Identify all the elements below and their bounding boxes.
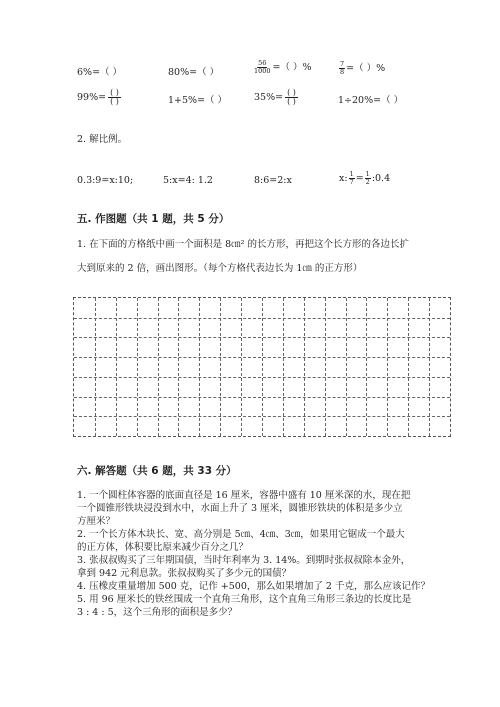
answer-line-4: 2. 一个长方体木块长、宽、高分别是 5㎝、4㎝、3㎝，如果用它锯成一个最大 — [77, 529, 405, 540]
frac-num: 1 — [365, 170, 370, 178]
answer-line-1: 1. 一个圆柱体容器的底面直径是 16 厘米，容器中盛有 10 厘米深的水，现在把 — [77, 490, 411, 501]
calc-r2c1 — [77, 89, 121, 106]
grid-hline — [74, 337, 450, 338]
answer-line-8: 4. 压橡皮重量增加 500 克，记作 +500，那么如果增加了 2 千克，那么应该记作？ — [77, 581, 430, 592]
section-5-title: 五. 作图题（共 1 题，共 5 分） — [77, 213, 230, 225]
answer-line-7: 拿到 942 元利息款。张叔叔购买了多少元的国债？ — [77, 568, 292, 579]
answer-line-6: 3. 张叔叔购买了三年期国债，当时年利率为 3. 14%。到期时张叔叔除本金外， — [77, 555, 411, 566]
calc-r1c3-rest: =（ ）% — [272, 62, 312, 73]
proportion-3: 8:6=2:x — [254, 175, 292, 186]
paren-den: ( ) — [287, 97, 296, 106]
answer-line-9: 5. 用 96 厘米长的铁丝围成一个直角三角形，这个直角三角形三条边的长度比是 — [77, 594, 412, 605]
proportion-2: 5:x=4: 1.2 — [163, 175, 213, 186]
frac-num: 1 — [349, 170, 354, 178]
frac-den: 2 — [365, 178, 370, 186]
proportion-1: 0.3:9=x:10; — [77, 175, 134, 186]
q2-title: 2. 解比例。 — [77, 134, 128, 145]
answer-line-5: 的正方体，体积要比原来减少百分之几？ — [77, 542, 249, 553]
paren-den: ( ) — [110, 97, 119, 106]
calc-r2c4: 1÷20%=（ ） — [338, 95, 404, 106]
grid-paper — [73, 297, 451, 437]
drawing-problem-line1: 1. 在下面的方格纸中画一个面积是 8㎝² 的长方形，再把这个长方形的各边长扩 — [77, 239, 409, 250]
prop4-eq: = — [355, 173, 364, 184]
grid-hline — [74, 318, 450, 319]
calc-r1c4-rest: =（ ）% — [346, 63, 386, 74]
grid-hline — [74, 416, 450, 417]
frac-den: 7 — [349, 178, 354, 186]
calc-r1c4 — [338, 60, 385, 76]
calc-r2c3 — [254, 89, 298, 106]
answer-line-2: 一个圆锥形铁块浸没到水中，水面上升了 3 厘米，圆锥形铁块的体积是多少立 — [77, 503, 403, 514]
grid-hline — [74, 377, 450, 378]
drawing-problem-line2: 大到原来的 2 倍，画出图形。（每个方格代表边长为 1㎝ 的正方形） — [77, 263, 363, 274]
calc-r1c2: 80%=（ ） — [168, 67, 220, 78]
calc-r2c1-label: 99%= — [77, 92, 107, 103]
grid-hline — [74, 397, 450, 398]
proportion-4 — [339, 171, 390, 186]
paren-num: ( ) — [110, 88, 119, 97]
frac-den: 1000 — [254, 67, 271, 75]
calc-r2c3-label: 35%= — [254, 92, 284, 103]
frac-num: 7 — [340, 60, 345, 68]
answer-line-3: 方厘米？ — [77, 516, 116, 527]
section-6-title: 六. 解答题（共 6 题，共 33 分） — [77, 465, 237, 477]
paren-num: ( ) — [287, 88, 296, 97]
calc-r2c2: 1+5%=（ ） — [168, 95, 228, 106]
frac-num: 56 — [258, 59, 267, 67]
prop4-x: x: — [339, 173, 348, 184]
frac-den: 8 — [340, 68, 345, 76]
answer-line-10: 3 : 4 : 5，这个三角形的面积是多少？ — [77, 607, 238, 618]
calc-r1c3 — [252, 59, 312, 75]
prop4-rest: :0.4 — [371, 173, 391, 184]
calc-r1c1: 6%=（ ） — [77, 67, 123, 78]
grid-hline — [74, 357, 450, 358]
